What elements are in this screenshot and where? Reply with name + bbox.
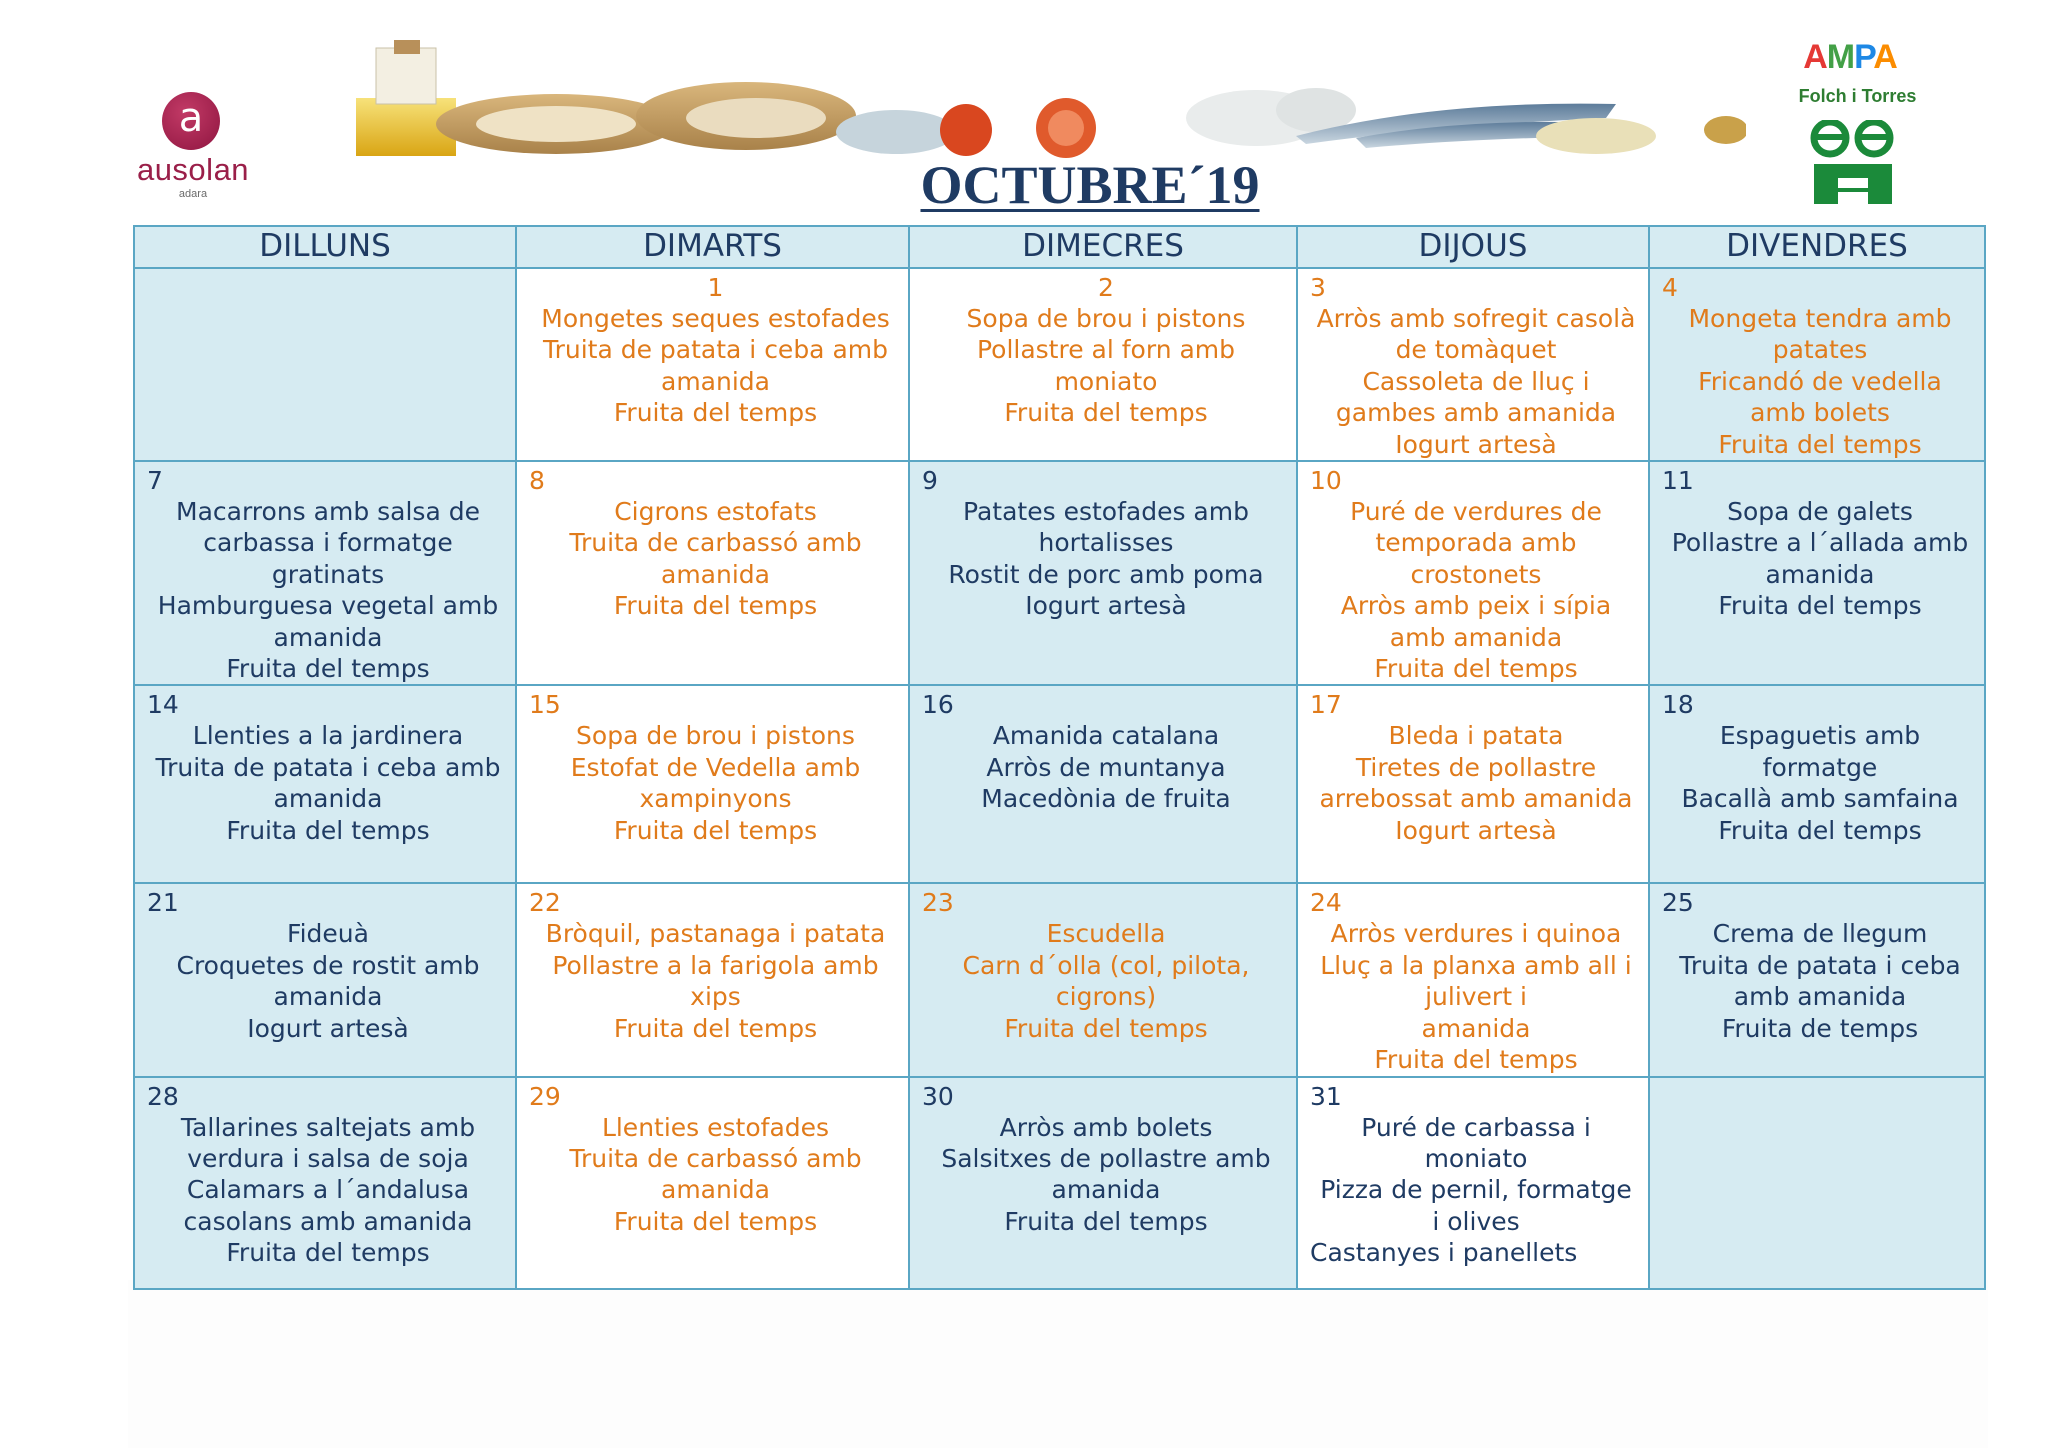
day-number: 2 bbox=[1098, 273, 1114, 302]
dish-line: Iogurt artesà bbox=[1395, 429, 1557, 459]
day-number: 16 bbox=[922, 690, 954, 720]
day-number: 3 bbox=[1310, 273, 1326, 302]
weekday-header: DILLUNS bbox=[134, 226, 516, 268]
menu-dishes bbox=[1310, 496, 1642, 684]
day-number: 17 bbox=[1310, 690, 1342, 720]
dish-line: Cigrons estofats bbox=[614, 497, 817, 527]
dish-line: amanida bbox=[1051, 1175, 1161, 1205]
day-cell-10 bbox=[1297, 461, 1649, 685]
dish-line: amb bolets bbox=[1750, 398, 1890, 428]
day-cell-14 bbox=[134, 685, 516, 883]
day-cell-31 bbox=[1297, 1077, 1649, 1289]
day-cell-28 bbox=[134, 1077, 516, 1289]
dish-line: amanida bbox=[273, 784, 383, 814]
dish-line: amanida bbox=[1765, 559, 1875, 589]
day-number: 28 bbox=[147, 1081, 179, 1111]
day-number: 8 bbox=[529, 466, 545, 496]
day-cell-22 bbox=[516, 883, 909, 1076]
dish-line: amanida bbox=[273, 982, 383, 1012]
dish-line: Sopa de galets bbox=[1727, 497, 1913, 527]
day-cell-4 bbox=[1649, 268, 1985, 461]
week-row bbox=[134, 268, 1985, 461]
day-number: 25 bbox=[1662, 888, 1694, 918]
dish-line: xips bbox=[690, 982, 741, 1012]
day-number: 23 bbox=[922, 888, 954, 918]
dish-line: Fruita del temps bbox=[1718, 429, 1922, 459]
menu-dishes bbox=[1662, 720, 1978, 846]
dish-line: i olives bbox=[1432, 1206, 1520, 1236]
dish-line: Fruita del temps bbox=[1718, 591, 1922, 621]
dish-line: Patates estofades amb bbox=[963, 497, 1249, 527]
dish-line: gambes amb amanida bbox=[1335, 398, 1617, 428]
dish-line: temporada amb bbox=[1375, 528, 1577, 558]
dish-line: Mongeta tendra amb bbox=[1688, 304, 1952, 333]
dish-line: formatge bbox=[1762, 752, 1878, 782]
day-number: 30 bbox=[922, 1081, 954, 1111]
weekday-header: DIJOUS bbox=[1297, 226, 1649, 268]
school-emblem-icon bbox=[1808, 120, 1898, 206]
dish-line: Fruita del temps bbox=[1004, 398, 1208, 428]
day-cell-23 bbox=[909, 883, 1297, 1076]
menu-dishes bbox=[922, 918, 1290, 1044]
day-cell-2 bbox=[909, 268, 1297, 461]
dish-line: Iogurt artesà bbox=[247, 1013, 409, 1043]
empty-day-cell bbox=[134, 268, 516, 461]
dish-line: Pollastre al forn amb bbox=[976, 335, 1236, 365]
dish-line: Bleda i patata bbox=[1388, 721, 1564, 751]
day-cell-24 bbox=[1297, 883, 1649, 1076]
dish-line: Macedònia de fruita bbox=[981, 784, 1231, 814]
menu-dishes bbox=[922, 720, 1290, 814]
dish-line: Iogurt artesà bbox=[1025, 591, 1187, 621]
dish-line: Iogurt artesà bbox=[1395, 815, 1557, 845]
day-cell-8 bbox=[516, 461, 909, 685]
dish-line: Fruita del temps bbox=[226, 815, 430, 845]
day-number: 14 bbox=[147, 690, 179, 720]
day-number: 11 bbox=[1662, 466, 1694, 496]
dish-line: amb amanida bbox=[1389, 622, 1563, 652]
menu-dishes bbox=[529, 496, 902, 622]
dish-line: amanida bbox=[661, 1175, 770, 1205]
day-number: 18 bbox=[1662, 690, 1694, 720]
dish-line: Arròs amb bolets bbox=[999, 1112, 1213, 1142]
dish-line: Fruita de temps bbox=[1721, 1013, 1919, 1043]
day-number: 10 bbox=[1310, 466, 1342, 496]
menu-dishes bbox=[922, 496, 1290, 622]
day-number: 21 bbox=[147, 888, 179, 918]
menu-dishes bbox=[1310, 1112, 1642, 1269]
dish-line: Calamars a l´andalusa bbox=[186, 1175, 470, 1205]
dish-line: carbassa i formatge bbox=[203, 528, 453, 558]
dish-line: Macarrons amb salsa de bbox=[176, 497, 480, 527]
ampa-logo-subtitle: Folch i Torres bbox=[1798, 86, 1917, 106]
dish-line: Arròs amb peix i sípia bbox=[1340, 591, 1612, 621]
dish-line: Espaguetis amb bbox=[1719, 721, 1921, 751]
menu-dishes bbox=[529, 1112, 902, 1238]
dish-line: amb amanida bbox=[1733, 982, 1907, 1012]
menu-dishes bbox=[529, 918, 902, 1044]
dish-line: arrebossat amb amanida bbox=[1319, 784, 1633, 814]
dish-line: Arròs amb sofregit casolà bbox=[1316, 304, 1636, 333]
dish-line: Salsitxes de pollastre amb bbox=[941, 1143, 1271, 1173]
dish-line: Fruita del temps bbox=[226, 654, 430, 684]
day-number: 24 bbox=[1310, 888, 1342, 918]
dish-line: julivert i bbox=[1425, 982, 1527, 1012]
menu-dishes bbox=[147, 1112, 509, 1269]
ampa-logo-title: AMPA bbox=[1803, 38, 1897, 76]
dish-line: amanida bbox=[273, 622, 383, 652]
dish-line: Fruita del temps bbox=[613, 398, 818, 428]
day-number: 9 bbox=[922, 466, 938, 496]
dish-line: Sopa de brou i pistons bbox=[966, 304, 1246, 333]
dish-line: Fricandó de vedella bbox=[1698, 366, 1942, 396]
dish-line: amanida bbox=[661, 559, 770, 589]
dish-line: Truita de carbassó amb bbox=[569, 528, 862, 558]
dish-line: Tiretes de pollastre bbox=[1355, 752, 1597, 782]
menu-dishes bbox=[1662, 918, 1978, 1044]
dish-line: Hamburguesa vegetal amb bbox=[157, 591, 499, 621]
menu-dishes bbox=[1662, 303, 1978, 460]
dish-line: Fruita del temps bbox=[226, 1238, 430, 1268]
dish-line: Llenties estofades bbox=[601, 1112, 830, 1142]
dish-line: Bacallà amb samfaina bbox=[1681, 784, 1959, 814]
menu-dishes bbox=[529, 720, 902, 846]
dish-line: Crema de llegum bbox=[1712, 919, 1928, 949]
dish-line: moniato bbox=[1424, 1143, 1528, 1173]
dish-line: amanida bbox=[1421, 1013, 1531, 1043]
dish-line: Truita de carbassó amb bbox=[569, 1143, 862, 1173]
dish-line: Sopa de brou i pistons bbox=[576, 721, 855, 751]
ausolan-logo-icon: a bbox=[162, 92, 220, 150]
ausolan-logo-sub: adara bbox=[178, 188, 208, 200]
menu-dishes bbox=[1310, 720, 1642, 846]
dish-line: patates bbox=[1772, 335, 1868, 365]
week-row bbox=[134, 1077, 1985, 1289]
week-row bbox=[134, 461, 1985, 685]
dish-line: de tomàquet bbox=[1395, 335, 1557, 365]
dish-line: casolans amb amanida bbox=[183, 1206, 473, 1236]
day-cell-17 bbox=[1297, 685, 1649, 883]
dish-line: Puré de verdures de bbox=[1350, 497, 1602, 527]
dish-line: Fruita del temps bbox=[1004, 1013, 1208, 1043]
dish-line: crostonets bbox=[1410, 559, 1542, 589]
dish-line: Tallarines saltejats amb bbox=[180, 1112, 476, 1142]
menu-dishes bbox=[1662, 496, 1978, 622]
dish-line: Carn d´olla (col, pilota, bbox=[962, 950, 1250, 980]
week-row bbox=[134, 883, 1985, 1076]
menu-dishes bbox=[147, 496, 509, 684]
dish-line: Puré de carbassa i bbox=[1361, 1112, 1591, 1142]
day-number: 4 bbox=[1662, 273, 1678, 302]
dish-line: Pollastre a la farigola amb bbox=[552, 950, 879, 980]
day-cell-21 bbox=[134, 883, 516, 1076]
dish-line: Fideuà bbox=[287, 919, 369, 949]
dish-line: Amanida catalana bbox=[992, 721, 1220, 751]
dish-line: moniato bbox=[1054, 366, 1158, 396]
dish-line: Arròs de muntanya bbox=[986, 752, 1226, 782]
menu-dishes bbox=[147, 720, 509, 846]
week-row bbox=[134, 685, 1985, 883]
day-number: 15 bbox=[529, 690, 561, 720]
day-cell-29 bbox=[516, 1077, 909, 1289]
day-number: 29 bbox=[529, 1081, 561, 1111]
dish-line: Arròs verdures i quinoa bbox=[1330, 919, 1622, 949]
day-cell-16 bbox=[909, 685, 1297, 883]
day-cell-15 bbox=[516, 685, 909, 883]
dish-line: Fruita del temps bbox=[1374, 654, 1578, 684]
dish-line: Estofat de Vedella amb bbox=[570, 752, 861, 782]
dish-line: gratinats bbox=[271, 559, 385, 589]
dish-line: hortalisses bbox=[1038, 528, 1174, 558]
day-cell-7 bbox=[134, 461, 516, 685]
dish-line: Croquetes de rostit amb bbox=[176, 950, 480, 980]
weekday-header: DIMECRES bbox=[909, 226, 1297, 268]
dish-line: Castanyes i panellets bbox=[1310, 1238, 1578, 1268]
day-number: 22 bbox=[529, 888, 561, 918]
dish-line: Fruita del temps bbox=[1374, 1045, 1578, 1075]
day-cell-25 bbox=[1649, 883, 1985, 1076]
dish-line: Truita de patata i ceba amb bbox=[155, 752, 501, 782]
dish-line: verdura i salsa de soja bbox=[187, 1143, 469, 1173]
dish-line: Cassoleta de lluç i bbox=[1362, 366, 1590, 396]
menu-dishes bbox=[922, 1112, 1290, 1238]
dish-line: Truita de patata i ceba bbox=[1679, 950, 1961, 980]
weekday-header-row bbox=[134, 226, 1985, 268]
dish-line: Rostit de porc amb poma bbox=[948, 559, 1264, 589]
dish-line: Escudella bbox=[1046, 919, 1166, 949]
dish-line: Truita de patata i ceba amb bbox=[542, 335, 888, 365]
dish-line: Fruita del temps bbox=[613, 815, 818, 845]
dish-line: Lluç a la planxa amb all i bbox=[1320, 950, 1632, 980]
menu-dishes bbox=[1310, 303, 1642, 460]
dish-line: xampinyons bbox=[639, 784, 792, 814]
page-title: OCTUBRE´19 bbox=[920, 155, 1260, 215]
dish-line: Fruita del temps bbox=[1004, 1206, 1208, 1236]
menu-calendar bbox=[133, 225, 1986, 1290]
day-cell-9 bbox=[909, 461, 1297, 685]
menu-dishes bbox=[529, 303, 902, 429]
dish-line: Pollastre a l´allada amb bbox=[1671, 528, 1969, 558]
day-cell-1 bbox=[516, 268, 909, 461]
dish-line: Pizza de pernil, formatge bbox=[1320, 1175, 1632, 1205]
dish-line: Fruita del temps bbox=[1718, 815, 1922, 845]
dish-line: Fruita del temps bbox=[613, 1206, 818, 1236]
weekday-header: DIVENDRES bbox=[1649, 226, 1985, 268]
dish-line: amanida bbox=[661, 366, 770, 396]
ampa-logo bbox=[1770, 38, 1960, 208]
ausolan-logo-name: ausolan bbox=[136, 152, 250, 187]
weekday-header: DIMARTS bbox=[516, 226, 909, 268]
day-cell-11 bbox=[1649, 461, 1985, 685]
day-number: 7 bbox=[147, 466, 163, 496]
day-number: 31 bbox=[1310, 1081, 1342, 1111]
day-cell-30 bbox=[909, 1077, 1297, 1289]
dish-line: Llenties a la jardinera bbox=[192, 721, 464, 751]
menu-dishes bbox=[1310, 918, 1642, 1075]
day-cell-3 bbox=[1297, 268, 1649, 461]
dish-line: Mongetes seques estofades bbox=[541, 304, 890, 333]
empty-day-cell bbox=[1649, 1077, 1985, 1289]
page-bottom-area bbox=[128, 1280, 1988, 1448]
day-cell-18 bbox=[1649, 685, 1985, 883]
menu-dishes bbox=[147, 918, 509, 1044]
ausolan-logo bbox=[118, 92, 268, 202]
food-banner-image bbox=[356, 40, 1746, 158]
dish-line: cigrons) bbox=[1055, 982, 1157, 1012]
dish-line: Bròquil, pastanaga i patata bbox=[545, 919, 886, 949]
menu-dishes bbox=[922, 303, 1290, 429]
dish-line: Fruita del temps bbox=[613, 591, 818, 621]
day-number: 1 bbox=[707, 273, 724, 302]
dish-line: Fruita del temps bbox=[613, 1013, 818, 1043]
